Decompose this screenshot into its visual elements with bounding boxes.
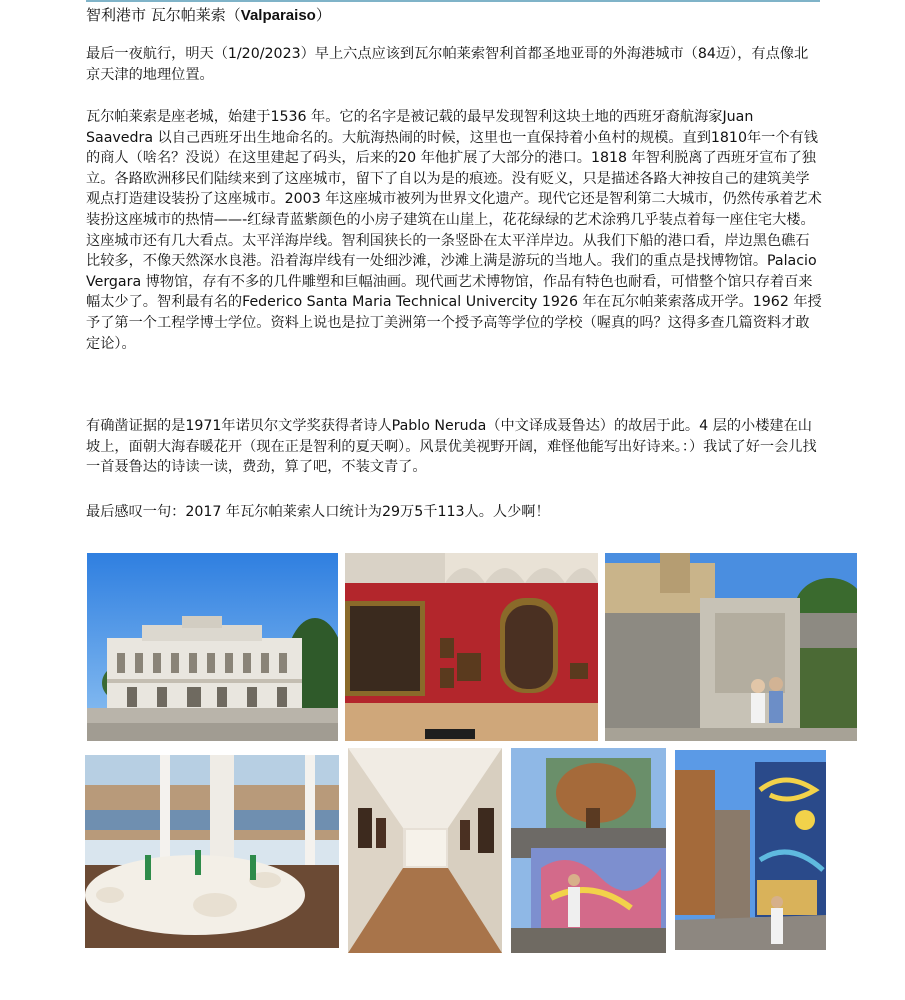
- title-main: 智利港市 瓦尔帕莱索（: [86, 6, 241, 24]
- title-bold: Valparaiso: [240, 7, 316, 24]
- photo-museum-hallway: [348, 748, 502, 953]
- photo-starry-night-mural: [675, 750, 826, 950]
- photo-street-mural: [511, 748, 666, 953]
- paragraph-neruda: 有确凿证据的是1971年诺贝尔文学奖获得者诗人Pablo Neruda（中文译成聂鲁达）的故居于此。4 层的小楼建在山坡上，面朝大海春暖花开（现在正是智利的夏天啊）。风景优美视野开阔，难怪他能写出好诗来。：）我试了好一会儿找一首聂鲁达的诗读一读，费劲，算了吧，不装文青了。: [86, 418, 817, 476]
- title-end: ）: [315, 6, 331, 24]
- top-divider: [86, 0, 820, 2]
- photo-museum-red-gallery: [345, 553, 598, 741]
- paragraph-history: 瓦尔帕莱索是座老城，始建于1536 年。它的名字是被记载的最早发现智利这块土地的西班牙裔航海家Juan Saavedra 以自己西班牙出生地命名的。大航海热闹的时候，这里也一直保持着小鱼村的规模。直到1810年一个有钱的商人（啥名？没说）在这里建起了码头，后来的20 年他扩展了大部分的港口。1818 年智利脱离了西班牙宣布了独立。各路欧洲移民们陆续来到了这座城市，留下了自以为是的痕迹。没有贬义，只是描述各路大神按自己的建筑美学观点打造建设装扮了这座城市。2003 年这座城市被列为世界文化遗产。现代它还是智利第二大城市，仍然传承着艺术装扮这座城市的热情——-红绿青蓝紫颜色的小房子建筑在山崖上，花花绿绿的艺术涂鸦几乎装点着每一座住宅大楼。这座城市还有几大看点。太平洋海岸线。智利国狭长的一条竖卧在太平洋岸边。从我们下船的港口看，岸边黑色礁石比较多，不像天然深水良港。沿着海岸线有一处细沙滩，沙滩上满是游玩的当地人。我们的重点是找博物馆。Palacio Vergara 博物馆，存有不多的几件雕塑和巨幅油画。现代画艺术博物馆，作品有特色也耐看，可惜整个馆只存着百来幅太少了。智利最有名的Federico Santa Maria Technical Univercity 1926 年在瓦尔帕莱索落成开学。1962 年授予了第一个工程学博士学位。资料上说也是拉丁美洲第一个授予高等学位的学校（喔真的吗？这得多查几篇资料才敢定论）。: [86, 109, 822, 352]
- photo-stone-monument: [605, 553, 857, 741]
- paragraph-closing: 最后感叹一句：2017 年瓦尔帕莱索人口统计为29万5千113人。人少啊！: [86, 504, 550, 520]
- photo-neruda-dining-room: [85, 755, 339, 948]
- paragraph-intro: 最后一夜航行，明天（1/20/2023）早上六点应该到瓦尔帕莱索智利首都圣地亚哥的外海港城市（84迈），有点像北京天津的地理位置。: [86, 46, 809, 83]
- page-title: [86, 5, 331, 26]
- photo-palacio-vergara: [87, 553, 338, 741]
